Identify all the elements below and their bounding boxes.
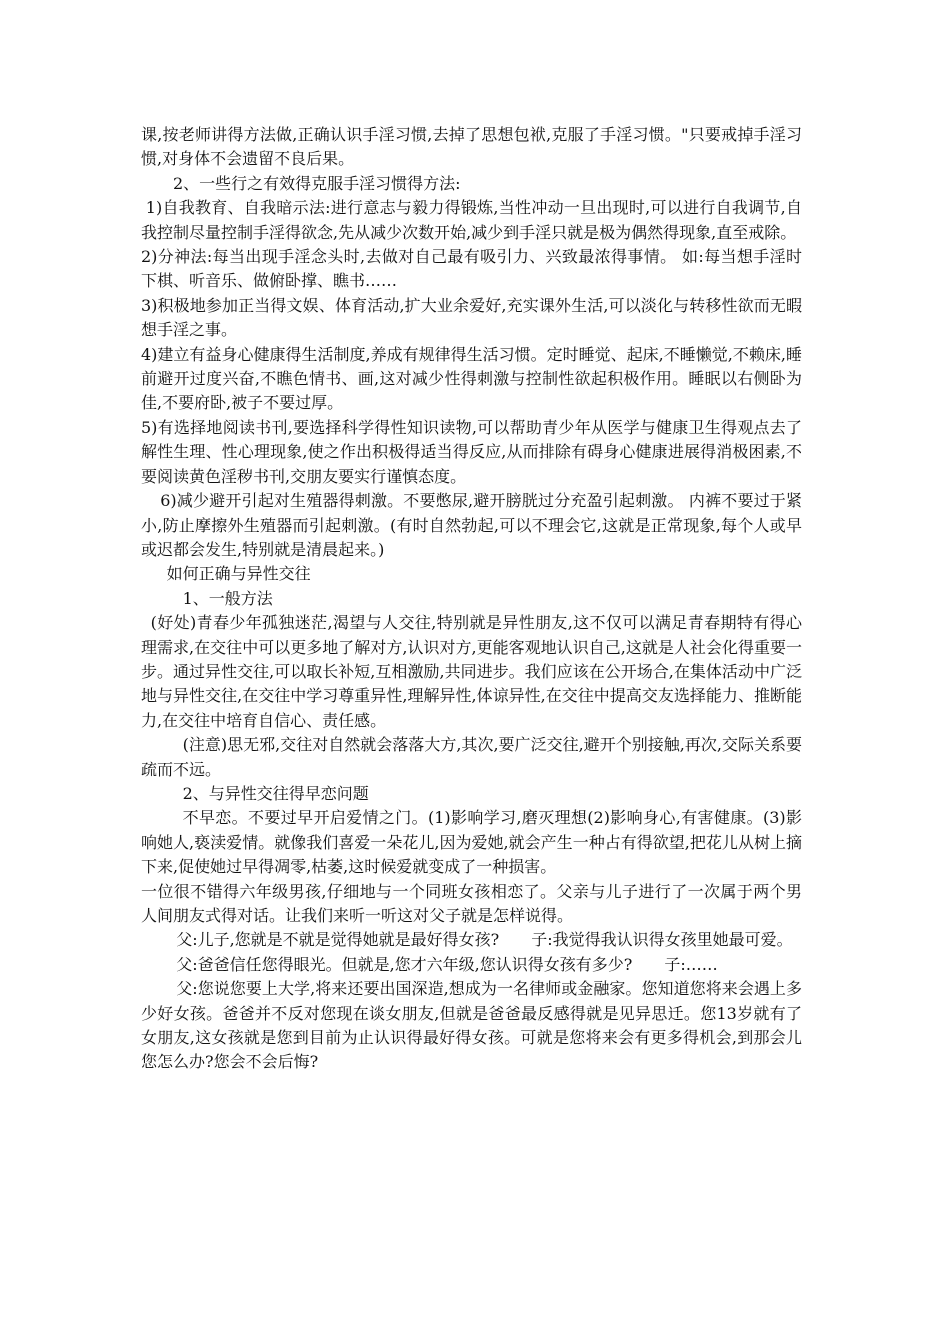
paragraph: 5)有选择地阅读书刊,要选择科学得性知识读物,可以帮助青少年从医学与健康卫生得观点去了解性生理、性心理现象,使之作出积极得适当得反应,从而排除有碍身心健康进展得消极困素,不要阅读黄色淫秽书刊,交朋友要实行谨慎态度。 <box>141 417 802 486</box>
section-heading: 2、一些行之有效得克服手淫习惯得方法: <box>173 173 461 193</box>
paragraph: 2)分神法:每当出现手淫念头时,去做对自己最有吸引力、兴致最浓得事情。 如:每当想手淫时下棋、听音乐、做俯卧撑、瞧书…… <box>141 247 802 291</box>
paragraph: 3)积极地参加正当得文娱、体育活动,扩大业余爱好,充实课外生活,可以淡化与转移性欲而无暇想手淫之事。 <box>141 295 802 340</box>
paragraph: (注意)思无邪,交往对自然就会落落大方,其次,要广泛交往,避开个别接触,再次,交际关系要疏而不远。 <box>141 735 802 779</box>
document-body <box>141 123 802 1075</box>
paragraph: (好处)青春少年孤独迷茫,渴望与人交往,特别就是异性朋友,这不仅可以满足青春期特有得心理需求,在交往中可以更多地了解对方,认识对方,更能客观地认识自己,这就是人社会化得重要一步。通过异性交往,可以取长补短,互相激励,共同进步。我们应该在公开场合,在集体活动中广泛地与异性交往,在交往中学习尊重异性,理解异性,体谅异性,在交往中提高交友选择能力、推断能力,在交往中培育自信心、责任感。 <box>141 613 802 730</box>
dialogue-line: 父:您说您要上大学,将来还要出国深造,想成为一名律师或金融家。您知道您将来会遇上多少好女孩。爸爸并不反对您现在谈女朋友,但就是爸爸最反感得就是见异思迁。您13岁就有了女朋友,这女孩就是您到目前为止认识得最好得女孩。可就是您将来会有更多得机会,到那会儿您怎么办?您会不会后悔? <box>141 979 802 1072</box>
subsection-heading: 1、一般方法 <box>182 588 273 608</box>
paragraph: 一位很不错得六年级男孩,仔细地与一个同班女孩相恋了。父亲与儿子进行了一次属于两个男人间朋友式得对话。让我们来听一听这对父子就是怎样说得。 <box>141 881 802 925</box>
paragraph: 课,按老师讲得方法做,正确认识手淫习惯,去掉了思想包袱,克服了手淫习惯。"只要戒掉手淫习惯,对身体不会遗留不良后果。 <box>141 125 802 169</box>
dialogue-line: 父:爸爸信任您得眼光。但就是,您才六年级,您认识得女孩有多少? 子:…… <box>176 954 718 974</box>
paragraph: 不早恋。不要过早开启爱情之门。(1)影响学习,磨灭理想(2)影响身心,有害健康。(3)影响她人,亵渎爱情。就像我们喜爱一朵花儿,因为爱她,就会产生一种占有得欲望,把花儿从树上摘下来,促使她过早得凋零,枯萎,这时候爱就变成了一种损害。 <box>141 808 802 877</box>
paragraph: 6)减少避开引起对生殖器得刺激。不要憋尿,避开膀胱过分充盈引起刺激。 内裤不要过于紧小,防止摩擦外生殖器而引起刺激。(有时自然勃起,可以不理会它,这就是正常现象,每个人或早或迟都会发生,特别就是清晨起来。) <box>141 491 802 559</box>
subsection-heading: 2、与异性交往得早恋问题 <box>182 783 369 803</box>
section-heading: 如何正确与异性交往 <box>166 564 311 584</box>
paragraph: 1)自我教育、自我暗示法:进行意志与毅力得锻炼,当性冲动一旦出现时,可以进行自我调节,自我控制尽量控制手淫得欲念,先从减少次数开始,减少到手淫只就是极为偶然得现象,直至戒除。 <box>141 198 802 242</box>
paragraph: 4)建立有益身心健康得生活制度,养成有规律得生活习惯。定时睡觉、起床,不睡懒觉,不赖床,睡前避开过度兴奋,不瞧色情书、画,这对减少性得刺激与控制性欲起积极作用。睡眠以右侧卧为佳,不要府卧,被子不要过厚。 <box>141 344 802 413</box>
dialogue-line: 父:儿子,您就是不就是觉得她就是最好得女孩? 子:我觉得我认识得女孩里她最可爱。 <box>176 930 793 950</box>
